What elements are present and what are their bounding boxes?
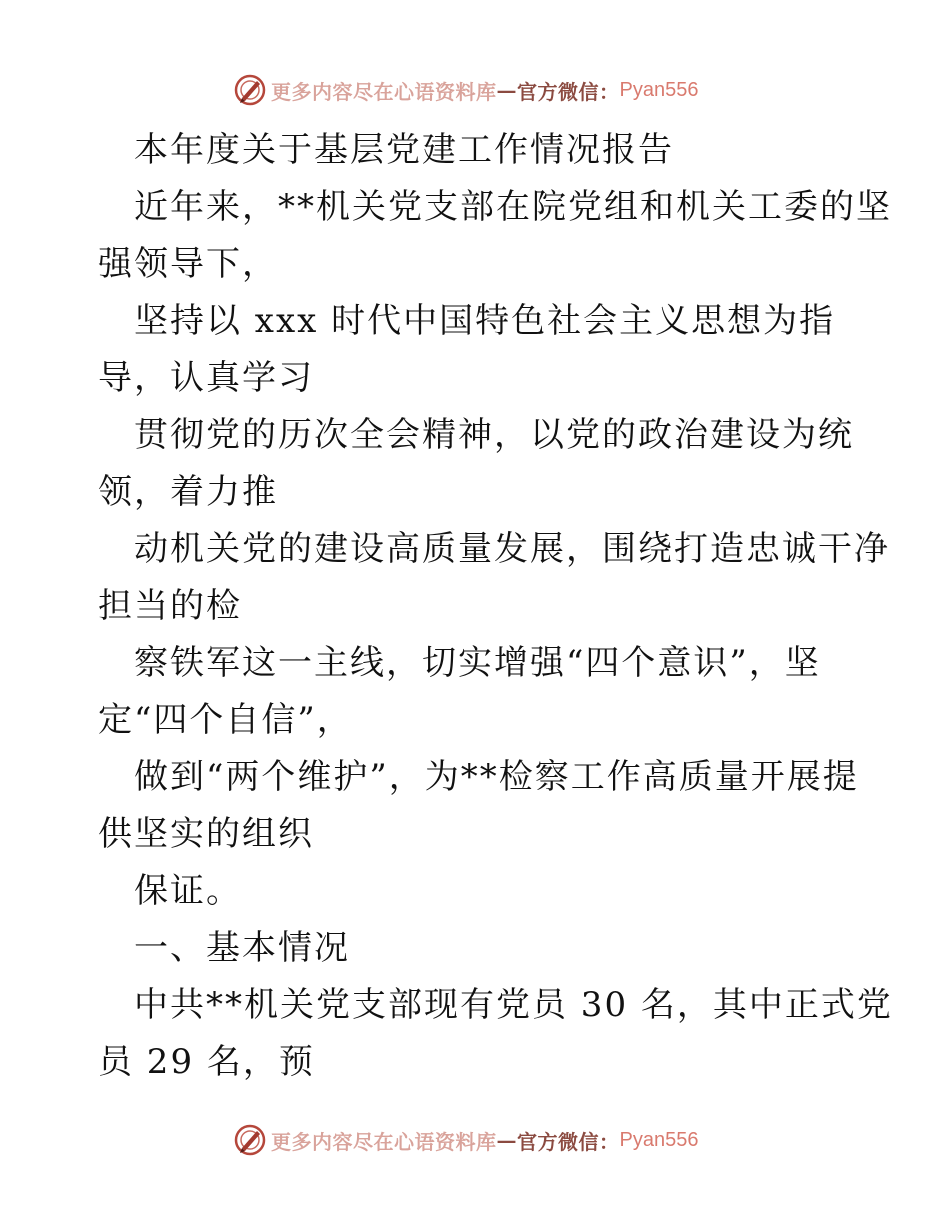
watermark-id: Pyan556 [619, 78, 699, 101]
watermark-id: Pyan556 [619, 1128, 699, 1151]
pen-logo-icon [233, 73, 267, 107]
watermark-label: 官方微信： [517, 79, 620, 104]
paragraph-line: 领，着力推 [98, 472, 278, 512]
paragraph-line: 做到“两个维护”，为**检察工作高质量开展提 [134, 757, 859, 797]
paragraph-line: 员 29 名，预 [98, 1042, 315, 1082]
header-watermark [233, 72, 698, 108]
paragraph-line: 强领导下， [98, 244, 278, 284]
footer-watermark [233, 1122, 698, 1158]
section-heading: 一、基本情况 [134, 928, 350, 968]
watermark-dash: — [496, 78, 517, 102]
paragraph-line: 保证。 [134, 871, 242, 911]
pen-logo-icon [233, 1123, 267, 1157]
paragraph-line: 察铁军这一主线，切实增强“四个意识”，坚 [134, 643, 821, 683]
paragraph-line: 担当的检 [98, 586, 242, 626]
paragraph-line: 定“四个自信”， [98, 700, 353, 740]
paragraph-line: 动机关党的建设高质量发展，围绕打造忠诚干净 [134, 529, 890, 569]
watermark-dash: — [496, 1128, 517, 1152]
paragraph-line: 供坚实的组织 [98, 814, 314, 854]
document-title: 本年度关于基层党建工作情况报告 [134, 130, 674, 170]
paragraph-line: 贯彻党的历次全会精神，以党的政治建设为统 [134, 415, 854, 455]
paragraph-line: 中共**机关党支部现有党员 30 名，其中正式党 [134, 985, 893, 1025]
paragraph-line: 导，认真学习 [98, 358, 314, 398]
document-body [98, 122, 893, 1091]
watermark-label: 官方微信： [517, 1129, 620, 1154]
watermark-name: 更多内容尽在心语资料库 [271, 1129, 497, 1154]
watermark-name: 更多内容尽在心语资料库 [271, 79, 497, 104]
paragraph-line: 坚持以 xxx 时代中国特色社会主义思想为指 [134, 301, 836, 341]
paragraph-line: 近年来，**机关党支部在院党组和机关工委的坚 [134, 187, 892, 227]
